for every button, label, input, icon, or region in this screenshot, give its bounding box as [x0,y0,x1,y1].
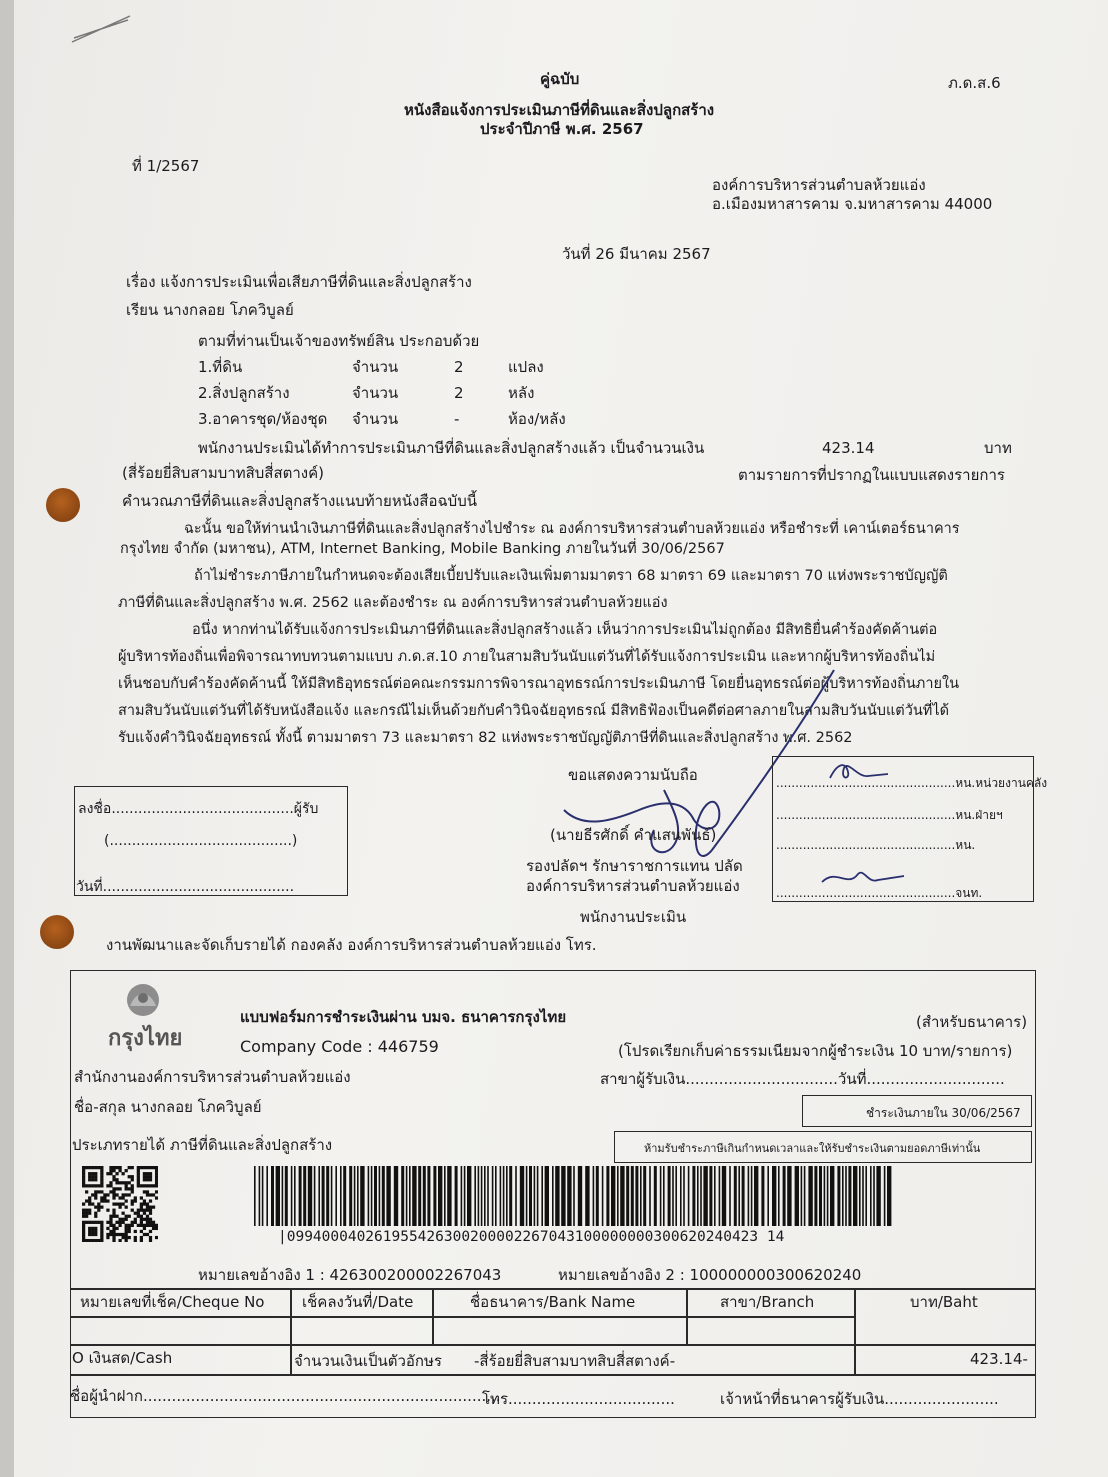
doc-subtitle: ประจำปีภาษี พ.ศ. 2567 [480,120,644,138]
branch-date-line: สาขาผู้รับเงิน................................วันที่............................. [600,1070,1005,1088]
punch-hole [40,915,74,949]
item-unit: ห้อง/หลัง [508,410,566,428]
receipt-name: (.........................................) [104,833,298,849]
item-label: 2.สิ่งปลูกสร้าง [198,384,290,402]
approval-row: ...............................................หน.ฝ่ายฯ [776,808,1003,822]
payment-form-title: แบบฟอร์มการชำระเงินผ่าน บมจ. ธนาคารกรุงไทย [240,1008,567,1026]
per-list: ตามรายการที่ปรากฏในแบบแสดงรายการ [738,466,1005,484]
para3-line2: ภาษีที่ดินและสิ่งปลูกสร้าง พ.ศ. 2562 และต้องชำระ ณ องค์การบริหารส่วนตำบลห้วยแอ่ง [118,595,668,611]
subject: เรื่อง แจ้งการประเมินเพื่อเสียภาษีที่ดินและสิ่งปลูกสร้าง [126,273,472,291]
para4-line1: อนึ่ง หากท่านได้รับแจ้งการประเมินภาษีที่ดินและสิ่งปลูกสร้างแล้ว เห็นว่าการประเมินไม่ถูกต้อง มีสิทธิยื่นคำร้องคัดค้านต่อ [192,622,938,638]
doc-date: วันที่ 26 มีนาคม 2567 [562,245,711,263]
item-qty-label: จำนวน [352,358,399,376]
para2-line2: กรุงไทย จำกัด (มหาชน), ATM, Internet Banking, Mobile Banking ภายในวันที่ 30/06/2567 [120,541,725,557]
restriction-note: ห้ามรับชำระภาษีเกินกำหนดเวลาและให้รับชำระเงินตามยอดภาษีเท่านั้น [644,1142,981,1155]
assess-text: พนักงานประเมินได้ทำการประเมินภาษีที่ดินและสิ่งปลูกสร้างแล้ว เป็นจำนวนเงิน [198,439,705,457]
office-name: สำนักงานองค์การบริหารส่วนตำบลห้วยแอ่ง [74,1068,351,1086]
amount-words: (สี่ร้อยยี่สิบสามบาทสิบสี่สตางค์) [122,464,324,482]
signer-role: พนักงานประเมิน [580,908,687,926]
slip-amount: 423.14- [970,1350,1028,1368]
slip-amount-words: -สี่ร้อยยี่สิบสามบาทสิบสี่สตางค์- [474,1352,676,1370]
barcode-text: |099400040261955426300200002267043100000000300620240423 14 [278,1229,785,1245]
document-sheet [14,0,1108,1477]
table-rule [70,1374,1036,1376]
fee-note: (โปรดเรียกเก็บค่าธรรมเนียมจากผู้ชำระเงิน 10 บาท/รายการ) [618,1042,1013,1060]
para3-line1: ถ้าไม่ชำระภาษีภายในกำหนดจะต้องเสียเบี้ยปรับและเงินเพิ่มตามมาตรา 68 มาตรา 69 และมาตรา 70 แห่งพระราชบัญญัติ [194,568,948,584]
para4-line3: เห็นชอบกับคำร้องคัดค้านนี้ ให้มีสิทธิอุทธรณ์ต่อคณะกรรมการพิจารณาอุทธรณ์การประเมินภาษี โดยยื่นอุทธรณ์ต่อผู้บริหารท้องถิ่นภายใน [118,676,959,692]
doc-title: หนังสือแจ้งการประเมินภาษีที่ดินและสิ่งปลูกสร้าง [404,101,715,119]
punch-hole [46,488,80,522]
assess-currency: บาท [984,439,1012,457]
col-baht: บาท/Baht [910,1293,978,1311]
col-cheque-no: หมายเลขที่เช็ค/Cheque No [80,1293,265,1311]
item-qty: 2 [454,358,464,376]
item-label: 1.ที่ดิน [198,358,243,376]
para4-line2: ผู้บริหารท้องถิ่นเพื่อพิจารณาทบทวนตามแบบ ภ.ด.ส.10 ภายในสามสิบวันนับแต่วันที่ได้รับแจ้งการประเมิน และหากผู้บริหารท้องถิ่นไม่ [118,649,936,665]
calc-line: คำนวณภาษีที่ดินและสิ่งปลูกสร้างแนบท้ายหนังสือฉบับนี้ [122,492,477,510]
table-rule [432,1288,434,1344]
item-qty: - [454,410,460,428]
item-label: 3.อาคารชุด/ห้องชุด [198,410,328,428]
approval-row: ...............................................หน. [776,838,976,852]
table-rule [854,1288,856,1374]
regards: ขอแสดงความนับถือ [568,766,698,784]
org-line2: อ.เมืองมหาสารคาม จ.มหาสารคาม 44000 [712,195,993,213]
cash-option: O เงินสด/Cash [72,1349,173,1367]
approval-row: ...............................................หน.หน่วยงานคลัง [776,776,1048,790]
copy-label: คู่ฉบับ [540,70,580,88]
table-rule [70,1344,1036,1346]
para2-line1: ฉะนั้น ขอให้ท่านนำเงินภาษีที่ดินและสิ่งปลูกสร้างไปชำระ ณ องค์การบริหารส่วนตำบลห้วยแอ่ง หรือชำระที่ เคาน์เตอร์ธนาคาร [184,521,960,537]
amount-words-label: จำนวนเงินเป็นตัวอักษร [294,1352,442,1370]
tel-line: โทร................................... [482,1390,675,1408]
table-rule [290,1288,292,1374]
signer-name: (นายธีรศักดิ์ คำแสนพันธ์) [550,826,717,844]
doc-number: ที่ 1/2567 [132,157,200,175]
receipt-date: วันที่........................................... [76,879,295,895]
depositor-line: ชื่อผู้นำฝาก........................................................................... [70,1387,501,1405]
pen-mark [70,12,150,46]
due-date: ชำระเงินภายใน 30/06/2567 [866,1106,1021,1120]
item-qty-label: จำนวน [352,384,399,402]
payer-name: ชื่อ-สกุล นางกลอย โภควิบูลย์ [74,1098,262,1116]
approval-row: ...............................................จนท. [776,886,983,900]
item-qty: 2 [454,384,464,402]
initial-signature [818,864,908,892]
item-unit: หลัง [508,384,535,402]
income-type: ประเภทรายได้ ภาษีที่ดินและสิ่งปลูกสร้าง [72,1136,333,1154]
signer-pos1: รองปลัดฯ รักษาราชการแทน ปลัด [526,857,743,875]
recipient: เรียน นางกลอย โภควิบูลย์ [126,301,294,319]
for-bank: (สำหรับธนาคาร) [916,1013,1028,1031]
item-qty-label: จำนวน [352,410,399,428]
para4-line4: สามสิบวันนับแต่วันที่ได้รับหนังสือแจ้ง และกรณีไม่เห็นด้วยกับคำวินิจฉัยอุทธรณ์ มีสิทธิฟ้องเป็นคดีต่อศาลภายในสามสิบวันนับแต่วันที่ได้ [118,703,950,719]
col-date: เช็คลงวันที่/Date [302,1293,414,1311]
item-unit: แปลง [508,358,544,376]
col-branch: สาขา/Branch [720,1293,815,1311]
company-code: Company Code : 446759 [240,1037,439,1056]
dept-line: งานพัฒนาและจัดเก็บรายได้ กองคลัง องค์การบริหารส่วนตำบลห้วยแอ่ง โทร. [106,936,597,954]
form-code: ภ.ด.ส.6 [948,74,1001,92]
table-rule [686,1288,688,1344]
barcode [240,1166,900,1228]
table-rule [70,1316,854,1318]
receipt-sign: ลงชื่อ.........................................ผู้รับ [78,801,319,817]
qr-code [82,1166,158,1242]
bank-officer-line: เจ้าหน้าที่ธนาคารผู้รับเงิน........................ [720,1390,999,1408]
org-line1: องค์การบริหารส่วนตำบลห้วยแอ่ง [712,176,926,194]
assess-amount: 423.14 [822,439,875,457]
ref2: หมายเลขอ้างอิง 2 : 100000000300620240 [558,1266,862,1284]
table-rule [70,1288,1036,1290]
ref1: หมายเลขอ้างอิง 1 : 426300200002267043 [198,1266,502,1284]
bank-logo-text: กรุงไทย [108,1026,183,1051]
krungthai-bird-icon [118,980,168,1026]
initial-signature [824,758,894,784]
col-bank-name: ชื่อธนาคาร/Bank Name [470,1293,636,1311]
signer-pos2: องค์การบริหารส่วนตำบลห้วยแอ่ง [526,877,740,895]
intro: ตามที่ท่านเป็นเจ้าของทรัพย์สิน ประกอบด้วย [198,332,480,350]
para4-line5: รับแจ้งคำวินิจฉัยอุทธรณ์ ทั้งนี้ ตามมาตรา 73 และมาตรา 82 แห่งพระราชบัญญัติภาษีที่ดินและสิ่งปลูกสร้าง พ.ศ. 2562 [118,730,853,746]
